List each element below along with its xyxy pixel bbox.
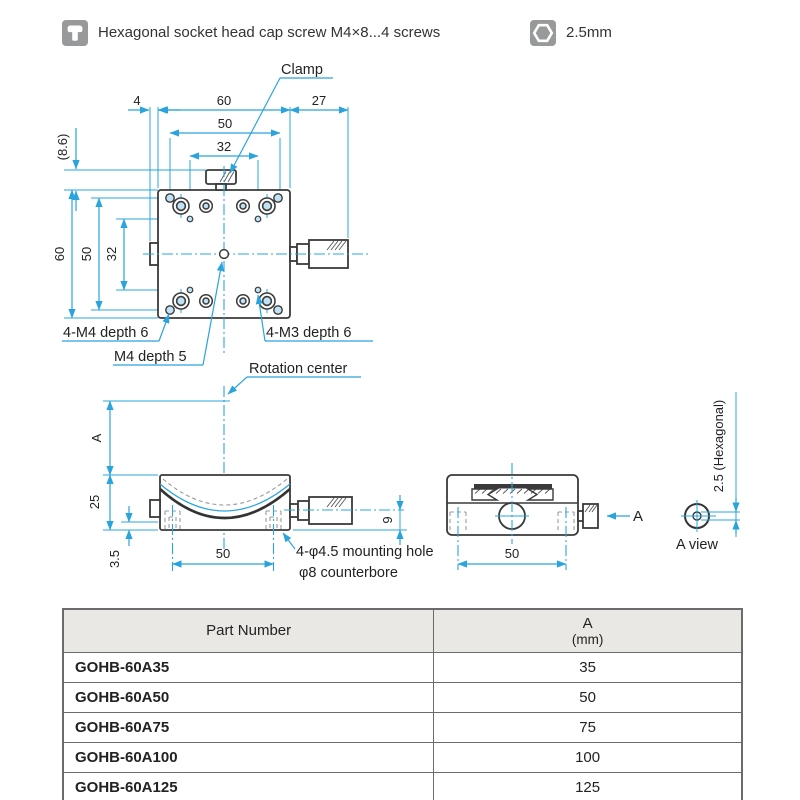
part-number: GOHB-60A100	[63, 743, 434, 773]
dim-hex-2-5: 2.5 (Hexagonal)	[711, 399, 726, 493]
hex-size: 2.5mm	[566, 24, 612, 41]
label-mounting-hole: 4-φ4.5 mounting hole	[296, 544, 434, 560]
label-counterbore: φ8 counterbore	[299, 565, 398, 581]
dim-25: 25	[87, 494, 102, 510]
dim-dots-32-top: 32	[216, 139, 232, 154]
label-4-m3: 4-M3 depth 6	[266, 325, 352, 341]
a-view	[676, 392, 740, 553]
table-header-row	[63, 609, 742, 653]
a-value: 125	[434, 773, 742, 800]
col-a-line1: A	[582, 614, 593, 632]
side-view	[87, 361, 434, 581]
col-part-number: Part Number	[63, 609, 434, 653]
a-value: 35	[434, 653, 742, 683]
a-value: 100	[434, 743, 742, 773]
col-a-line2: (mm)	[571, 631, 604, 647]
dim-width-60: 60	[216, 93, 232, 108]
clamp-label: Clamp	[281, 62, 323, 78]
clamp-screw-front	[578, 504, 598, 528]
dim-dots-32-left: 32	[104, 246, 119, 262]
label-m4-center: M4 depth 5	[114, 349, 187, 365]
table-row	[63, 683, 742, 713]
parts-table	[62, 608, 743, 800]
dim-3-5: 3.5	[107, 549, 122, 569]
part-number: GOHB-60A125	[63, 773, 434, 800]
table-row	[63, 653, 742, 683]
table-row	[63, 713, 742, 743]
dim-knob-27: 27	[311, 93, 327, 108]
front-view	[447, 463, 643, 570]
label-rotation-center: Rotation center	[249, 361, 348, 377]
dim-holes-50-top: 50	[217, 116, 233, 131]
part-number: GOHB-60A35	[63, 653, 434, 683]
table-row	[63, 773, 742, 800]
label-4-m4: 4-M4 depth 6	[63, 325, 149, 341]
a-value: 50	[434, 683, 742, 713]
dim-50-front: 50	[504, 546, 520, 561]
dim-9: 9	[380, 516, 395, 524]
a-view-caption: A view	[676, 537, 718, 553]
dim-height-60: 60	[52, 246, 67, 262]
a-value: 75	[434, 713, 742, 743]
dim-a: A	[89, 433, 104, 443]
top-view	[52, 62, 373, 365]
dim-tab: 4	[133, 93, 141, 108]
view-a-arrow-label: A	[633, 508, 644, 525]
top-rail	[474, 484, 552, 489]
dim-50-side: 50	[215, 546, 231, 561]
side-tab-2	[150, 500, 160, 517]
clamp-knob	[206, 170, 236, 190]
dim-holes-50-left: 50	[79, 246, 94, 262]
center-m4-hole	[220, 250, 229, 259]
part-number: GOHB-60A75	[63, 713, 434, 743]
part-number: GOHB-60A50	[63, 683, 434, 713]
col-a-mm	[434, 609, 742, 653]
table-row	[63, 743, 742, 773]
screw-note: Hexagonal socket head cap screw M4×8...4 screws	[98, 24, 441, 41]
dim-clamp-86: (8.6)	[55, 133, 70, 161]
